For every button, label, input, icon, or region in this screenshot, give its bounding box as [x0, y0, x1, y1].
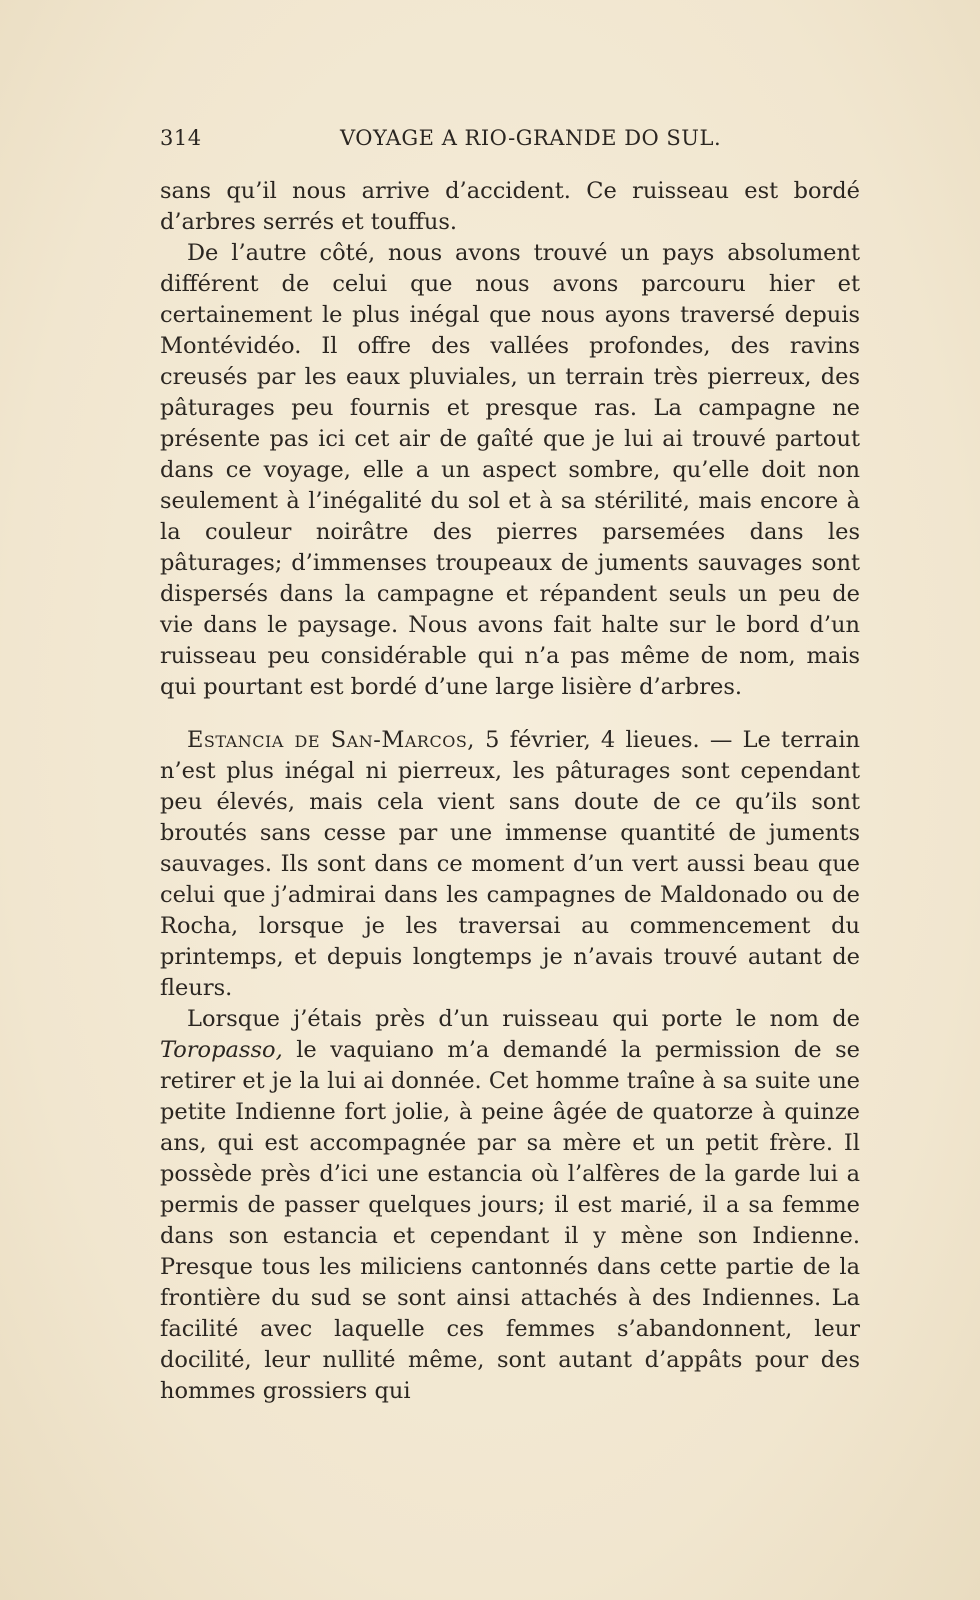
entry-date: 5 février, 4 lieues. [485, 727, 700, 753]
paragraph-text-after: le vaquiano m’a demandé la permission de se retirer et je la lui ai donnée. Cet homme traîne à sa suite une petite Indienne fort jolie, à peine âgée de quatorze à quinze ans, qui est accompagnée par sa mère et un petit frère. Il possède près d’ici une estancia où l’alfères de la garde lui a permis de passer quelques jours; il est marié, il a sa femme dans son estancia et cependant il y mène son Indienne. Presque tous les miliciens cantonnés dans cette partie de la frontière du sud se sont ainsi attachés à des Indiennes. La facilité avec laquelle ces femmes s’abandonnent, leur docilité, leur nullité même, sont autant d’appâts pour des hommes grossiers qui [160, 1037, 860, 1404]
place-name-italic: Toropasso, [160, 1037, 283, 1063]
paragraph-text-before: Lorsque j’étais près d’un ruisseau qui porte le nom de [187, 1006, 860, 1032]
paragraph-landscape: De l’autre côté, nous avons trouvé un pays absolument différent de celui que nous avons parcouru hier et certainement le plus inégal que nous ayons traversé depuis Montévidéo. Il offre des vallées profondes, des ravins creusés par les eaux pluviales, un terrain très pierreux, des pâturages peu fournis et presque ras. La campagne ne présente pas ici cet air de gaîté que je lui ai trouvé partout dans ce voyage, elle a un aspect sombre, qu’elle doit non seulement à l’inégalité du sol et à sa stérilité, mais encore à la couleur noirâtre des pierres parsemées dans les pâturages; d’immenses troupeaux de juments sauvages sont dispersés dans la campagne et répandent seuls un peu de vie dans le paysage. Nous avons fait halte sur le bord d’un ruisseau peu considérable qui n’a pas même de nom, mais qui pourtant est bordé d’une large lisière d’arbres. [160, 240, 860, 700]
paragraph-continuation: sans qu’il nous arrive d’accident. Ce ruisseau est bordé d’arbres serrés et touffus. [160, 178, 860, 235]
body-text [160, 176, 860, 1407]
paragraph-toropasso [160, 1004, 860, 1407]
journal-entry-san-marcos [160, 725, 860, 1004]
page-number: 314 [160, 126, 202, 150]
running-header [160, 126, 860, 156]
entry-text: — Le terrain n’est plus inégal ni pierreux, les pâturages sont cependant peu élevés, mais cela vient sans doute de ce qu’ils sont broutés sans cesse par une immense quantité de juments sauvages. Ils sont dans ce moment d’un vert aussi beau que celui que j’admirai dans les campagnes de Maldonado ou de Rocha, lorsque je les traversai au commencement du printemps, et depuis longtemps je n’avais trouvé autant de fleurs. [160, 727, 861, 1001]
entry-heading: Estancia de San-Marcos, [187, 727, 475, 753]
running-title: VOYAGE A RIO-GRANDE DO SUL. [340, 126, 722, 150]
